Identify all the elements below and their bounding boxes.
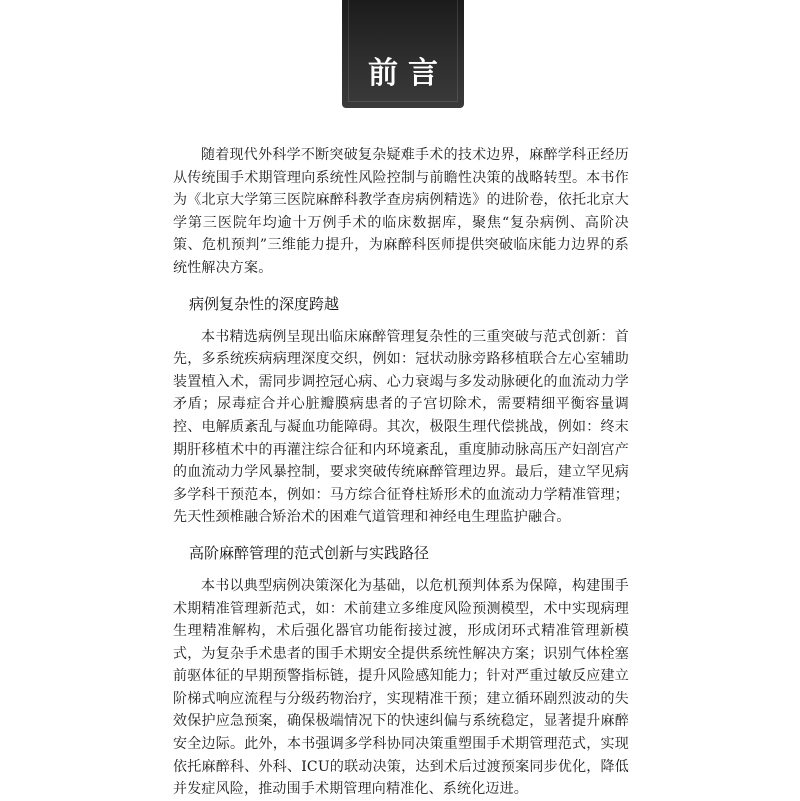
chapter-title: 前言 xyxy=(368,56,448,91)
section-heading-paradigm-innovation: 高阶麻醉管理的范式创新与实践路径 xyxy=(189,543,430,562)
section-heading-case-complexity: 病例复杂性的深度跨越 xyxy=(189,294,340,313)
section-paragraph-case-complexity: 本书精选病例呈现出临床麻醉管理复杂性的三重突破与范式创新：首先，多系统疾病病理深度交织，例如：冠状动脉旁路移植联合左心室辅助装置植入术，需同步调控冠心病、心力衰竭与多发动脉硬化的血流动力学矛盾；尿毒症合并心脏瓣膜病患者的子宫切除术，需要精细平衡容量调控、电解质紊乱与凝血功能障碍。其次，极限生理代偿挑战，例如：终末期肝移植术中的再灌注综合征和内环境紊乱，重度肺动脉高压产妇剖宫产的血流动力学风暴控制，要求突破传统麻醉管理边界。最后，建立罕见病多学科干预范本，例如：马方综合征脊柱矫形术的血流动力学精准管理；先天性颈椎融合矫治术的困难气道管理和神经电生理监护融合。 xyxy=(173,328,629,526)
intro-paragraph: 随着现代外科学不断突破复杂疑难手术的技术边界，麻醉学科正经历从传统围手术期管理向系统性风险控制与前瞻性决策的战略转型。本书作为《北京大学第三医院麻醉科教学查房病例精选》的进阶卷，依托北京大学第三医院年均逾十万例手术的临床数据库，聚焦“复杂病例、高阶决策、危机预判”三维能力提升，为麻醉科医师提供突破临床能力边界的系统性解决方案。 xyxy=(173,147,629,276)
chapter-header-tab xyxy=(342,0,464,108)
section-paragraph-paradigm-innovation: 本书以典型病例决策深化为基础，以危机预判体系为保障，构建围手术期精准管理新范式，如：术前建立多维度风险预测模型，术中实现病理生理精准解构，术后强化器官功能衔接过渡，形成闭环式精准管理新模式，为复杂手术患者的围手术期安全提供系统性解决方案；识别气体栓塞前驱体征的早期预警指标链，提升风险感知能力；针对严重过敏反应建立阶梯式响应流程与分级药物治疗，实现精准干预；建立循环剧烈波动的失效保护应急预案，确保极端情况下的快速纠偏与系统稳定，显著提升麻醉安全边际。此外，本书强调多学科协同决策重塑围手术期管理范式，实现依托麻醉科、外科、ICU的联动决策，达到术后过渡预案同步优化，降低并发症风险，推动围手术期管理向精准化、系统化迈进。 xyxy=(173,577,629,798)
page-content xyxy=(173,144,629,801)
